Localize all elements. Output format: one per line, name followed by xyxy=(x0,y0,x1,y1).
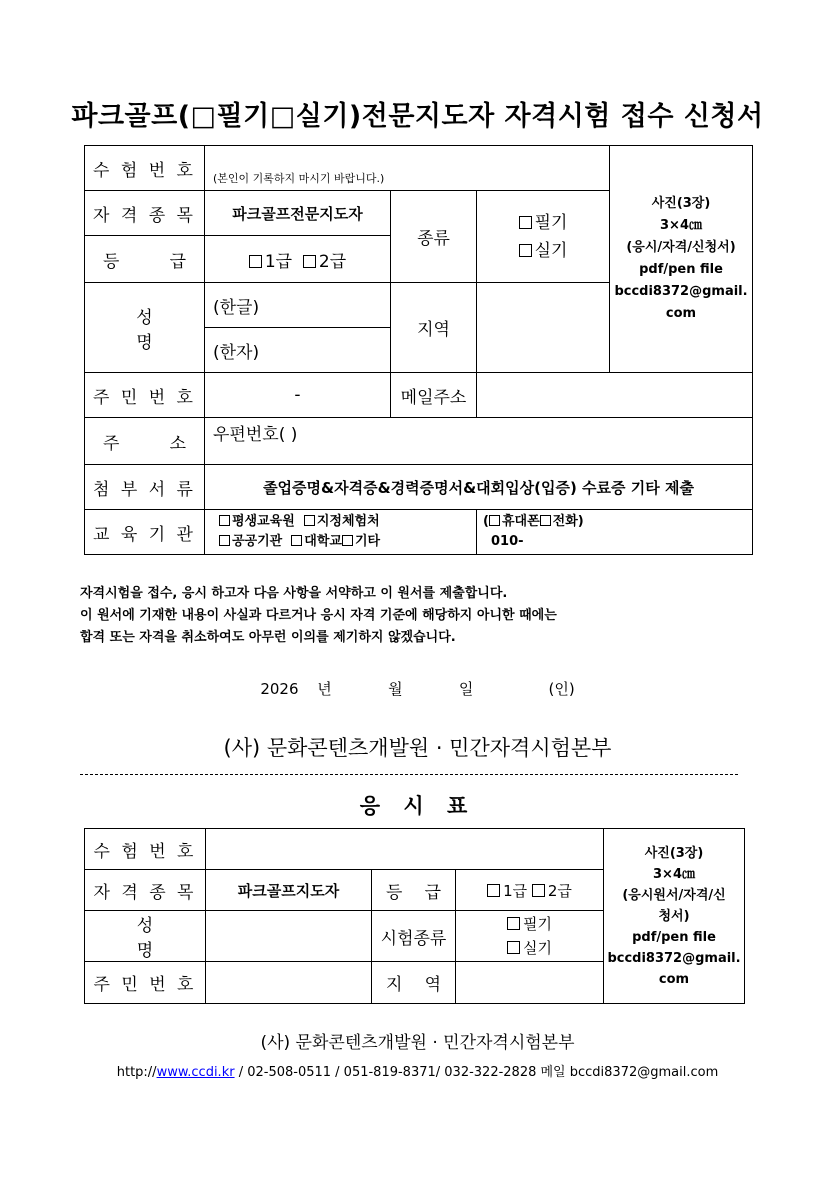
region-label: 지역 xyxy=(391,283,477,373)
date-year: 2026 xyxy=(260,680,299,698)
ticket-exam-number-label: 수 험 번 호 xyxy=(85,829,206,870)
ticket-practical-label: 실기 xyxy=(523,939,552,957)
region-field[interactable] xyxy=(477,283,610,373)
institution-options xyxy=(205,510,477,555)
footer-contact xyxy=(0,1061,835,1080)
photo-line: com xyxy=(658,971,690,987)
option-label: 공공기관 xyxy=(232,534,283,549)
date-line xyxy=(0,678,835,699)
ticket-exam-number-field[interactable] xyxy=(206,829,604,870)
grade-2-label: 2급 xyxy=(318,251,347,272)
ticket-resident-label: 주 민 번 호 xyxy=(85,962,206,1004)
pledge-statement xyxy=(80,583,557,649)
photo-line: 청서) xyxy=(658,908,690,924)
practical-checkbox[interactable] xyxy=(519,244,532,257)
exam-number-label: 수 험 번 호 xyxy=(85,146,205,191)
photo-line: 사진(3장) xyxy=(644,845,704,861)
cut-line xyxy=(80,774,738,775)
ticket-name-field[interactable] xyxy=(206,911,372,962)
resident-number-field[interactable]: - xyxy=(205,373,391,418)
photo-line: (응시원서/자격/신 xyxy=(622,887,726,903)
footer-organization: (사) 문화콘텐츠개발원 · 민간자격시험본부 xyxy=(260,1033,575,1053)
ticket-name-label: 성 명 xyxy=(85,911,206,962)
qualification-label: 자 격 종 목 xyxy=(85,191,205,236)
designated-center-checkbox[interactable] xyxy=(304,515,315,526)
photo-line: (응시/자격/신청서) xyxy=(626,240,736,255)
lifelong-edu-checkbox[interactable] xyxy=(219,515,230,526)
address-field[interactable]: 우편번호( ) xyxy=(205,418,753,465)
mobile-checkbox[interactable] xyxy=(489,515,500,526)
qualification-value: 파크골프전문지도자 xyxy=(205,191,391,236)
photo-line: 3×4㎝ xyxy=(660,218,702,233)
pledge-line: 자격시험을 접수, 응시 하고자 다음 사항을 서약하고 이 원서를 제출합니다. xyxy=(80,586,508,601)
type-options xyxy=(477,191,610,283)
practical-label: 실기 xyxy=(534,240,568,261)
photo-line: bccdi8372@gmail. xyxy=(614,284,748,299)
ticket-region-field[interactable] xyxy=(456,962,604,1004)
ticket-written-label: 필기 xyxy=(523,915,552,933)
photo-line: 사진(3장) xyxy=(651,196,711,211)
other-checkbox[interactable] xyxy=(342,535,353,546)
contact-details: / 02-508-0511 / 051-819-8371/ 032-322-2828 메일 bccdi8372@gmail.com xyxy=(234,1065,719,1080)
email-field[interactable] xyxy=(477,373,753,418)
pledge-line: 합격 또는 자격을 취소하여도 아무런 이의를 제기하지 않겠습니다. xyxy=(80,630,456,645)
photo-line: pdf/pen file xyxy=(632,929,716,945)
url-prefix: http:// xyxy=(116,1065,157,1080)
website-link[interactable]: www.ccdi.kr xyxy=(156,1065,235,1080)
type-label: 종류 xyxy=(391,191,477,283)
name-label: 성 명 xyxy=(85,283,205,373)
phone-label: 전화 xyxy=(552,514,578,529)
public-org-checkbox[interactable] xyxy=(219,535,230,546)
documents-label: 첨 부 서 류 xyxy=(85,465,205,510)
photo-line: pdf/pen file xyxy=(639,262,723,277)
exam-ticket-table xyxy=(84,828,745,1004)
institution-label: 교 육 기 관 xyxy=(85,510,205,555)
ticket-exam-type-options xyxy=(456,911,604,962)
organization-name: (사) 문화콘텐츠개발원 · 민간자격시험본부 xyxy=(223,736,612,760)
ticket-grade-options xyxy=(456,870,604,911)
ticket-grade-label: 등 급 xyxy=(372,870,456,911)
ticket-grade-1-checkbox[interactable] xyxy=(487,884,500,897)
email-label: 메일주소 xyxy=(391,373,477,418)
seal-mark: (인) xyxy=(548,680,575,698)
grade-2-checkbox[interactable] xyxy=(303,255,316,268)
pledge-line: 이 원서에 기재한 내용이 사실과 다르거나 응시 자격 기준에 해당하지 아니한 때에는 xyxy=(80,608,557,623)
ticket-practical-checkbox[interactable] xyxy=(507,941,520,954)
ticket-region-label: 지 역 xyxy=(372,962,456,1004)
documents-value: 졸업증명&자격증&경력증명서&대회입상(입증) 수료증 기타 제출 xyxy=(205,465,753,510)
grade-options xyxy=(205,236,391,283)
ticket-qualification-value: 파크골프지도자 xyxy=(206,870,372,911)
date-year-unit: 년 xyxy=(317,680,332,698)
ticket-grade-2-checkbox[interactable] xyxy=(532,884,545,897)
date-day-unit: 일 xyxy=(458,680,474,698)
option-label: 대학교 xyxy=(304,534,342,549)
name-hanja-field[interactable]: (한자) xyxy=(205,328,391,373)
phone-prefix: 010- xyxy=(491,534,524,549)
ticket-resident-field[interactable] xyxy=(206,962,372,1004)
option-label: 지정체험처 xyxy=(316,514,380,529)
option-label: 평생교육원 xyxy=(232,514,295,529)
written-label: 필기 xyxy=(534,212,568,233)
ticket-grade-2-label: 2급 xyxy=(547,881,572,900)
name-korean-field[interactable]: (한글) xyxy=(205,283,391,328)
mobile-label: 휴대폰 xyxy=(501,514,540,529)
photo-line: 3×4㎝ xyxy=(653,866,695,882)
ticket-grade-1-label: 1급 xyxy=(503,881,528,900)
written-checkbox[interactable] xyxy=(519,216,532,229)
address-label: 주 소 xyxy=(85,418,205,465)
phone-checkbox[interactable] xyxy=(540,515,551,526)
photo-box xyxy=(610,146,753,373)
ticket-qualification-label: 자 격 종 목 xyxy=(85,870,206,911)
option-label: 기타 xyxy=(354,534,381,549)
grade-label: 등 급 xyxy=(85,236,205,283)
ticket-written-checkbox[interactable] xyxy=(507,917,520,930)
ticket-photo-box xyxy=(604,829,745,1004)
ticket-title: 응 시 표 xyxy=(359,794,476,818)
exam-number-field[interactable] xyxy=(205,146,610,191)
date-month-unit: 월 xyxy=(388,680,403,698)
form-title: 파크골프(□필기□실기)전문지도자 자격시험 접수 신청서 xyxy=(71,101,764,132)
resident-number-label: 주 민 번 호 xyxy=(85,373,205,418)
ticket-exam-type-label: 시험종류 xyxy=(372,911,456,962)
grade-1-checkbox[interactable] xyxy=(249,255,262,268)
grade-1-label: 1급 xyxy=(264,251,293,272)
photo-line: com xyxy=(665,306,697,321)
university-checkbox[interactable] xyxy=(291,535,302,546)
phone-field[interactable]: ( 휴대폰 전화) 010- xyxy=(477,510,753,555)
application-form-table xyxy=(84,145,753,555)
exam-number-note: (본인이 기록하지 마시기 바랍니다.) xyxy=(213,172,385,185)
photo-line: bccdi8372@gmail. xyxy=(607,950,741,966)
